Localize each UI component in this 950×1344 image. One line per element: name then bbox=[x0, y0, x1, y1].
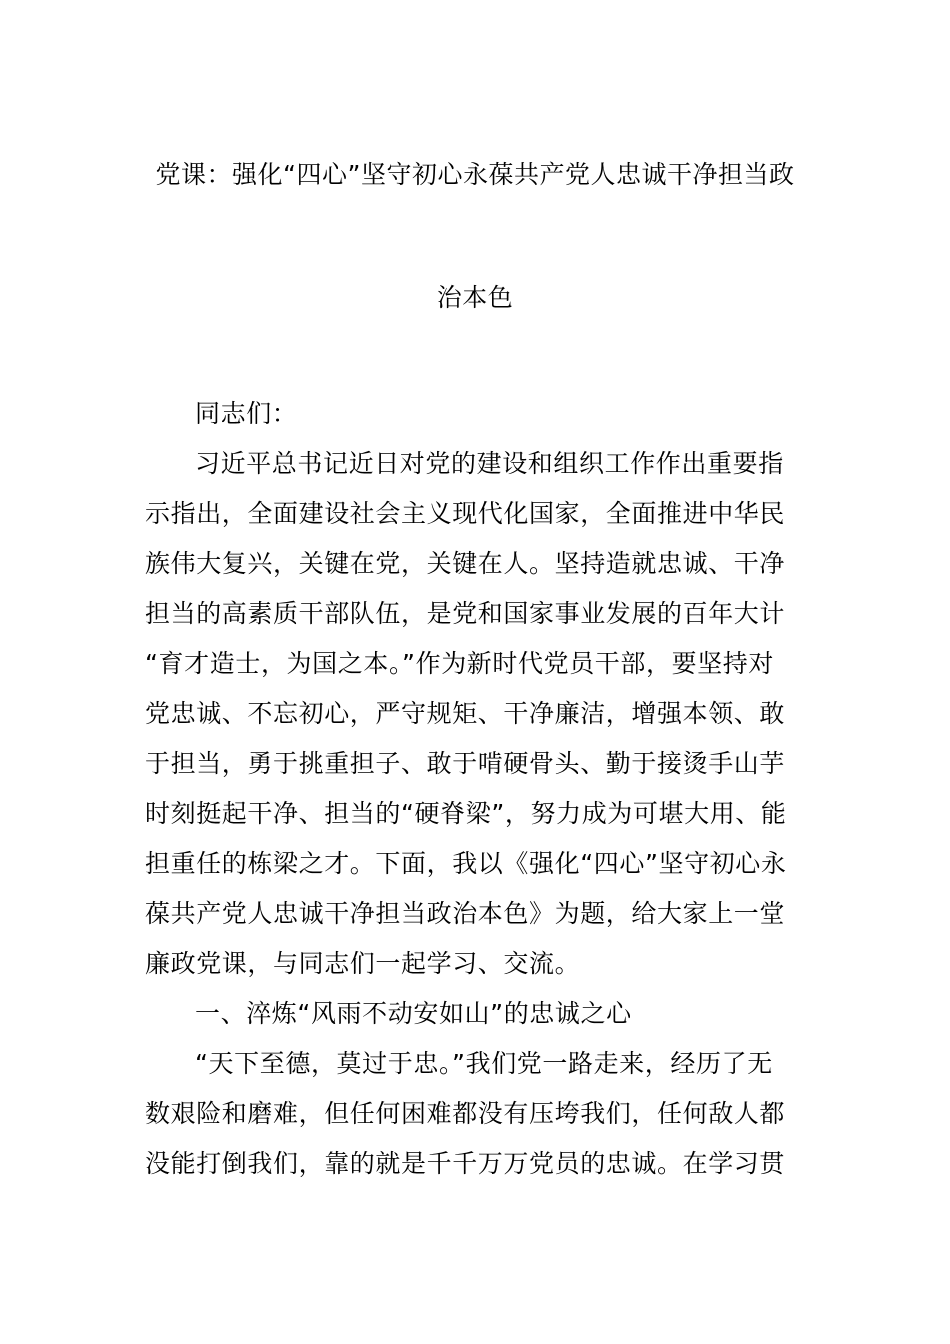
paragraph-line: 没能打倒我们，靠的就是千千万万党员的忠诚。在学习贯 bbox=[145, 1149, 786, 1178]
paragraph-line: 担重任的栋梁之才。下面，我以《强化“四心”坚守初心永 bbox=[145, 849, 787, 878]
salutation: 同志们： bbox=[195, 399, 298, 428]
paragraph-line: 习近平总书记近日对党的建设和组织工作作出重要指 bbox=[195, 449, 784, 478]
paragraph-line: 担当的高素质干部队伍，是党和国家事业发展的百年大计 bbox=[145, 599, 786, 628]
document-body bbox=[145, 396, 805, 1196]
section-heading: 一、淬炼“风雨不动安如山”的忠诚之心 bbox=[195, 999, 632, 1028]
paragraph-line: 数艰险和磨难，但任何困难都没有压垮我们，任何敌人都 bbox=[145, 1099, 786, 1128]
paragraph-line: “天下至德，莫过于忠。”我们党一路走来，经历了无 bbox=[195, 1049, 773, 1078]
paragraph-line: 于担当，勇于挑重担子、敢于啃硬骨头、勤于接烫手山芋 bbox=[145, 749, 786, 778]
paragraph-line: 时刻挺起干净、担当的“硬脊梁”，努力成为可堪大用、能 bbox=[145, 799, 787, 828]
paragraph-line: 族伟大复兴，关键在党，关键在人。坚持造就忠诚、干净 bbox=[145, 549, 786, 578]
paragraph-line: 廉政党课，与同志们一起学习、交流。 bbox=[145, 949, 581, 978]
paragraph-line: 示指出，全面建设社会主义现代化国家，全面推进中华民 bbox=[145, 499, 786, 528]
paragraph-line: 党忠诚、不忘初心，严守规矩、干净廉洁，增强本领、敢 bbox=[145, 699, 786, 728]
document-title-line-2: 治本色 bbox=[436, 283, 514, 312]
paragraph-line: “育才造士，为国之本。”作为新时代党员干部，要坚持对 bbox=[145, 649, 775, 678]
document-title-line-1: 党课：强化“四心”坚守初心永葆共产党人忠诚干净担当政 bbox=[155, 160, 795, 189]
paragraph-line: 葆共产党人忠诚干净担当政治本色》为题，给大家上一堂 bbox=[145, 899, 786, 928]
